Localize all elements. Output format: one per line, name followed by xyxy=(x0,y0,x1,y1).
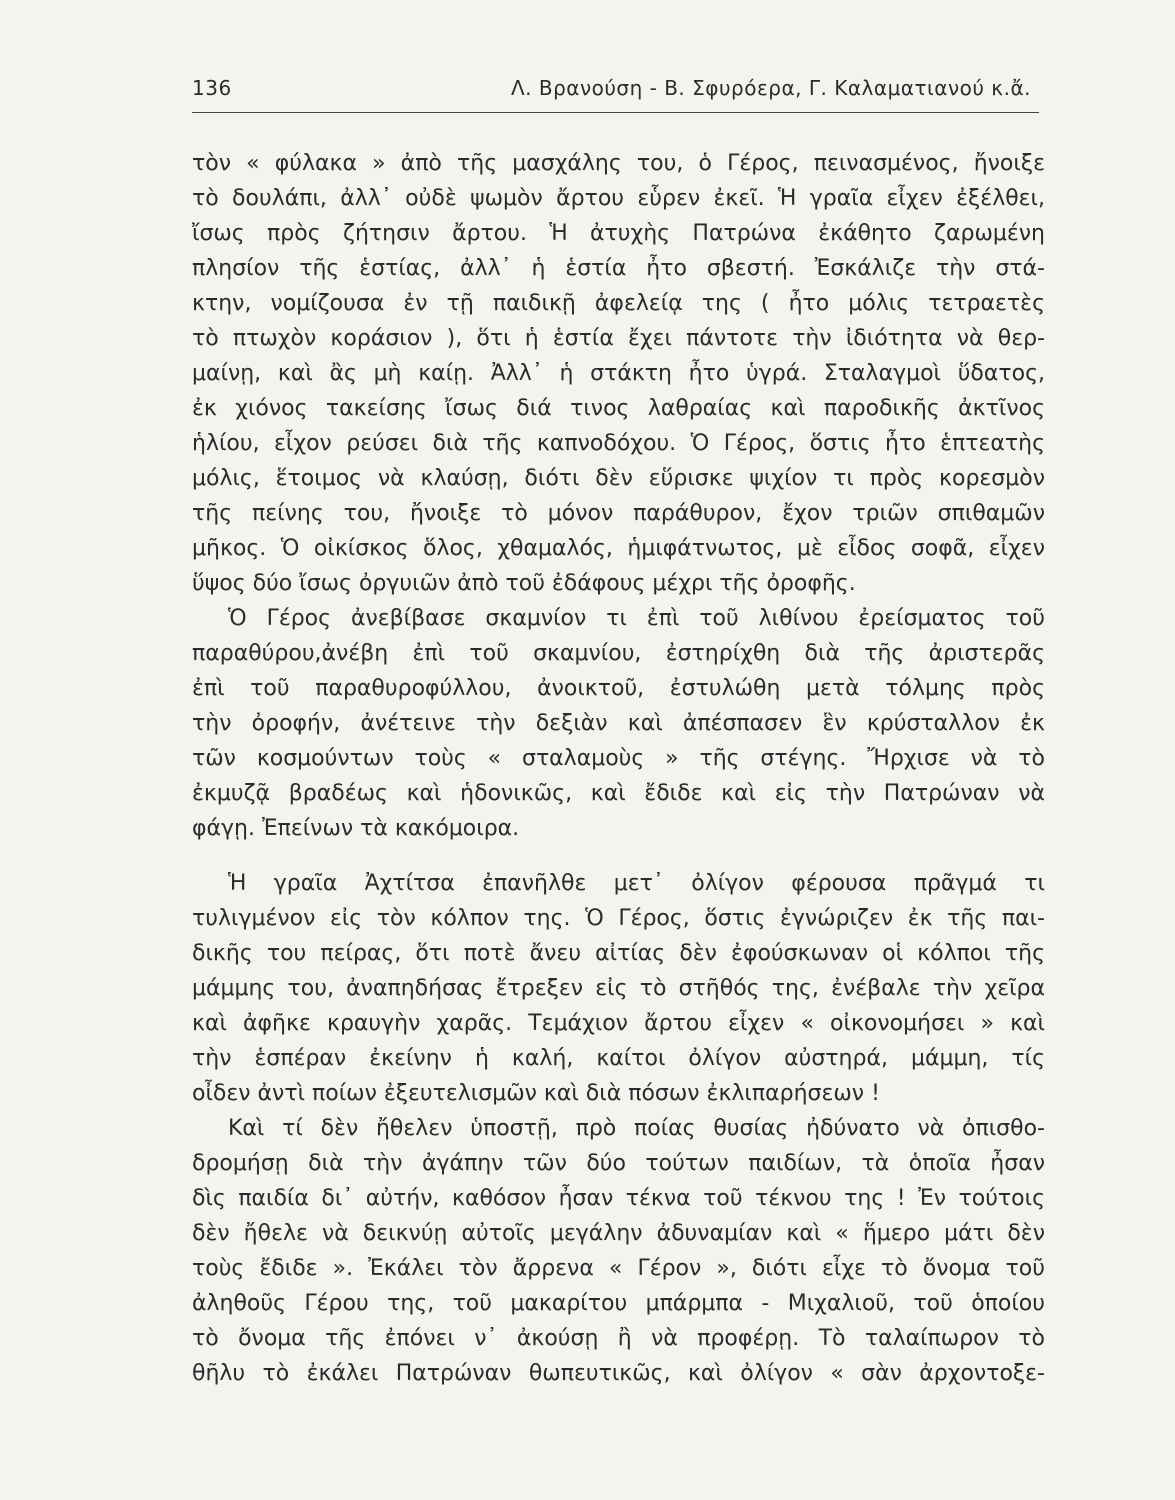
text-line: τῆς πείνης του, ἤνοιξε τὸ μόνον παράθυρον, ἔχον τριῶν σπιθαμῶν xyxy=(192,501,1045,526)
text-line: μαίνῃ, καὶ ἂς μὴ καίῃ. Ἀλλ᾽ ἡ στάκτη ἦτο ὑγρά. Σταλαγμοὶ ὕδατος, xyxy=(192,361,1045,386)
text-line: ἀληθοῦς Γέρου της, τοῦ μακαρίτου μπάρμπα - Μιχαλιοῦ, τοῦ ὁποίου xyxy=(192,1291,1045,1316)
text-line: μῆκος. Ὁ οἰκίσκος ὅλος, χθαμαλός, ἡμιφάτνωτος, μὲ εἶδος σοφᾶ, εἶχεν xyxy=(192,536,1045,561)
text-line: τὸ πτωχὸν κοράσιον ), ὅτι ἡ ἑστία ἔχει πάντοτε τὴν ἰδιότητα νὰ θερ- xyxy=(192,326,1045,351)
text-line: δὲν ἤθελε νὰ δεικνύῃ αὐτοῖς μεγάλην ἀδυναμίαν καὶ « ἥμερο μάτι δὲν xyxy=(192,1221,1045,1246)
text-line: τὸν « φύλακα » ἀπὸ τῆς μασχάλης του, ὁ Γέρος, πεινασμένος, ἤνοιξε xyxy=(192,151,1045,176)
paragraph xyxy=(192,1111,1045,1391)
text-line: τῶν κοσμούντων τοὺς « σταλαμοὺς » τῆς στέγης. Ἤρχισε νὰ τὸ xyxy=(192,746,1045,771)
text-line: ὕψος δύο ἴσως ὀργυιῶν ἀπὸ τοῦ ἐδάφους μέχρι τῆς ὀροφῆς. xyxy=(192,571,856,596)
paragraph-gap xyxy=(192,846,1045,866)
text-line: μάμμης του, ἀναπηδήσας ἔτρεξεν εἰς τὸ στῆθός της, ἐνέβαλε τὴν χεῖρα xyxy=(192,976,1045,1001)
text-line: κτην, νομίζουσα ἐν τῇ παιδικῇ ἀφελείᾳ της ( ἦτο μόλις τετραετὲς xyxy=(192,291,1045,316)
text-line: οἶδεν ἀντὶ ποίων ἐξευτελισμῶν καὶ διὰ πόσων ἐκλιπαρήσεων ! xyxy=(192,1081,880,1106)
text-line: δικῆς του πείρας, ὅτι ποτὲ ἄνευ αἰτίας δὲν ἐφούσκωναν οἱ κόλποι τῆς xyxy=(192,941,1045,966)
text-line: παραθύρου,ἀνέβη ἐπὶ τοῦ σκαμνίου, ἐστηρίχθη διὰ τῆς ἀριστερᾶς xyxy=(192,641,1045,666)
text-line: ἐκ χιόνος τακείσης ἴσως διά τινος λαθραίας καὶ παροδικῆς ἀκτῖνος xyxy=(192,396,1045,421)
text-line: Ἡ γραῖα Ἀχτίτσα ἐπανῆλθε μετ᾽ ὀλίγον φέρουσα πρᾶγμά τι xyxy=(228,871,1045,896)
text-line: ἡλίου, εἶχον ρεύσει διὰ τῆς καπνοδόχου. Ὁ Γέρος, ὅστις ἦτο ἑπτεατὴς xyxy=(192,431,1045,456)
page-header xyxy=(192,76,1039,112)
text-line: τοὺς ἔδιδε ». Ἐκάλει τὸν ἄρρενα « Γέρον », διότι εἶχε τὸ ὄνομα τοῦ xyxy=(192,1256,1045,1281)
paragraph xyxy=(192,601,1045,846)
text-line: φάγῃ. Ἐπείνων τὰ κακόμοιρα. xyxy=(192,816,520,841)
text-line: πλησίον τῆς ἑστίας, ἀλλ᾽ ἡ ἑστία ἦτο σβεστή. Ἐσκάλιζε τὴν στά- xyxy=(192,256,1045,281)
running-head: Λ. Βρανούση - Β. Σφυρόερα, Γ. Καλαματιανού κ.ἄ. xyxy=(510,76,1031,100)
text-line: τὴν ἑσπέραν ἐκείνην ἡ καλή, καίτοι ὀλίγον αὐστηρά, μάμμη, τίς xyxy=(192,1046,1045,1071)
body-text xyxy=(192,146,1045,1391)
text-line: Ὁ Γέρος ἀνεβίβασε σκαμνίον τι ἐπὶ τοῦ λιθίνου ἐρείσματος τοῦ xyxy=(228,606,1045,631)
text-line: δρομήσῃ διὰ τὴν ἀγάπην τῶν δύο τούτων παιδίων, τὰ ὁποῖα ἦσαν xyxy=(192,1151,1045,1176)
text-line: μόλις, ἕτοιμος νὰ κλαύσῃ, διότι δὲν εὕρισκε ψιχίον τι πρὸς κορεσμὸν xyxy=(192,466,1045,491)
paragraph xyxy=(192,866,1045,1111)
text-line: καὶ ἀφῆκε κραυγὴν χαρᾶς. Τεμάχιον ἄρτου εἶχεν « οἰκονομήσει » καὶ xyxy=(192,1011,1045,1036)
text-line: δὶς παιδία δι᾽ αὐτήν, καθόσον ἦσαν τέκνα τοῦ τέκνου της ! Ἐν τούτοις xyxy=(192,1186,1045,1211)
page-number: 136 xyxy=(192,76,232,100)
text-line: τὸ ὄνομα τῆς ἐπόνει ν᾽ ἀκούσῃ ἢ νὰ προφέρῃ. Τὸ ταλαίπωρον τὸ xyxy=(192,1326,1045,1351)
text-line: τυλιγμένον εἰς τὸν κόλπον της. Ὁ Γέρος, ὅστις ἐγνώριζεν ἐκ τῆς παι- xyxy=(192,906,1045,931)
text-line: ἐκμυζᾷ βραδέως καὶ ἡδονικῶς, καὶ ἔδιδε καὶ εἰς τὴν Πατρώναν νὰ xyxy=(192,781,1045,806)
text-line: θῆλυ τὸ ἐκάλει Πατρώναν θωπευτικῶς, καὶ ὀλίγον « σὰν ἀρχοντοξε- xyxy=(192,1361,1045,1386)
header-rule xyxy=(192,112,1039,113)
paragraph xyxy=(192,146,1045,601)
text-line: τὸ δουλάπι, ἀλλ᾽ οὐδὲ ψωμὸν ἄρτου εὗρεν ἐκεῖ. Ἡ γραῖα εἶχεν ἐξέλθει, xyxy=(192,186,1045,211)
text-line: Καὶ τί δὲν ἤθελεν ὑποστῇ, πρὸ ποίας θυσίας ἠδύνατο νὰ ὀπισθο- xyxy=(228,1116,1045,1141)
text-line: τὴν ὀροφήν, ἀνέτεινε τὴν δεξιὰν καὶ ἀπέσπασεν ἓν κρύσταλλον ἐκ xyxy=(192,711,1045,736)
text-line: ἐπὶ τοῦ παραθυροφύλλου, ἀνοικτοῦ, ἐστυλώθη μετὰ τόλμης πρὸς xyxy=(192,676,1045,701)
text-line: ἴσως πρὸς ζήτησιν ἄρτου. Ἡ ἀτυχὴς Πατρώνα ἐκάθητο ζαρωμένη xyxy=(192,221,1045,246)
